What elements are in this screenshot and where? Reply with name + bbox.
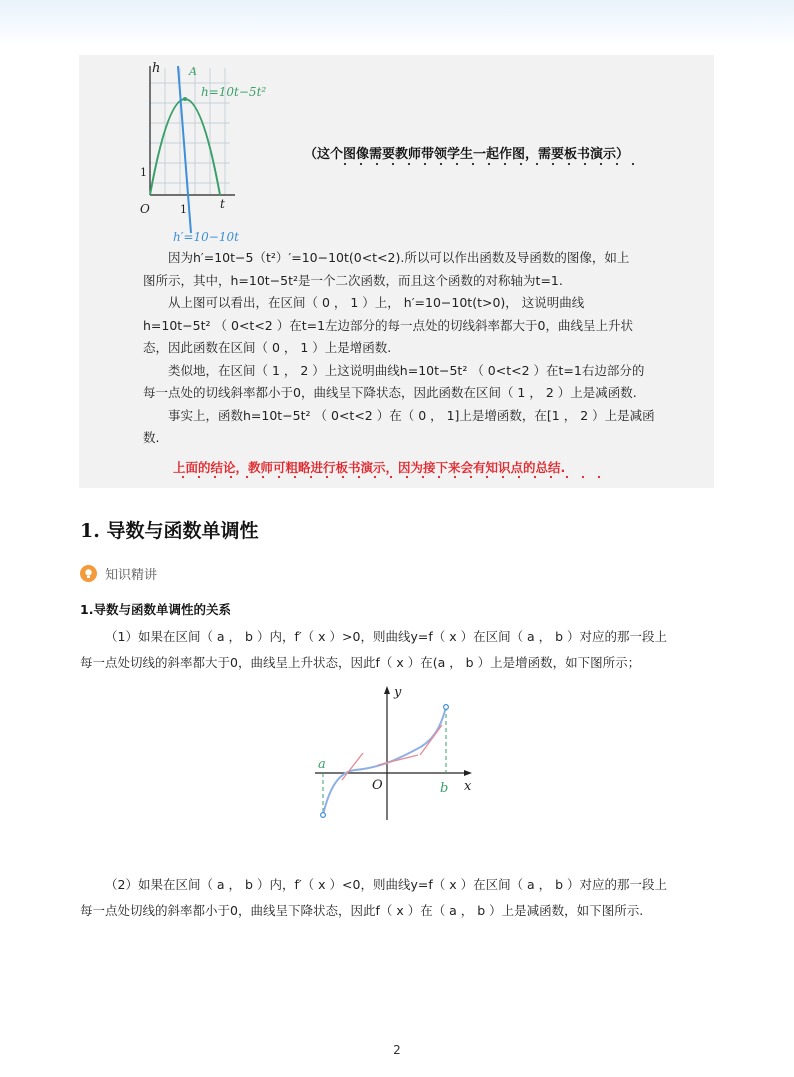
function-curve [323, 707, 449, 815]
vertex-point [183, 97, 187, 101]
teacher-note: （这个图像需要教师带领学生一起作图，需要板书演示） [304, 147, 630, 162]
line: 每一点处切线的斜率都小于0，曲线呈下降状态，因此f（ x ）在（ a ， b ）上是减函数，如下图所示. [80, 903, 644, 918]
line: 从上图可以看出，在区间（ 0 ， 1 ）上， h′=10−10t(t>0)， 这说明曲线 [168, 295, 585, 310]
label-x: x [464, 779, 472, 794]
red-note: 上面的结论，教师可粗略进行板书演示，因为接下来会有知识点的总结. [173, 460, 566, 475]
parabola-graph [140, 58, 290, 248]
tick-1-x: 1 [180, 203, 187, 216]
page-header-band [0, 0, 794, 46]
subsection-title: 1.导数与函数单调性的关系 [80, 602, 231, 617]
tangent-middle [378, 755, 418, 765]
tick-1-y: 1 [140, 166, 147, 179]
section-title: 1. 导数与函数单调性 [80, 520, 259, 542]
line: 每一点处切线的斜率都大于0，曲线呈上升状态，因此f（ x ）在(a ， b ）上是增函数，如下图所示； [80, 655, 641, 670]
label-A: A [189, 65, 197, 78]
note-emphasis-dots [337, 162, 637, 166]
tangent-left [342, 753, 363, 780]
knowledge-label: 知识精讲 [105, 567, 158, 583]
line: 每一点处的切线斜率都小于0，曲线呈下降状态，因此函数在区间（ 1 ， 2 ）上是减函数. [143, 385, 637, 400]
paragraph-increasing [80, 624, 720, 676]
label-O: O [140, 202, 150, 216]
line: （2）如果在区间（ a ， b ）内，f′（ x ）<0，则曲线y=f（ x ）在区间（ a ， b ）对应的那一段上 [105, 877, 668, 892]
x-arrow [464, 770, 472, 776]
page-number: 2 [393, 1043, 401, 1057]
label-b: b [440, 781, 449, 796]
curve-label: h=10t−5t² [201, 85, 267, 99]
paragraph-decreasing [80, 872, 720, 924]
label-O: O [372, 778, 383, 793]
example-text [143, 247, 698, 450]
label-y: y [394, 685, 402, 700]
line: h=10t−5t² （ 0<t<2 ）在t=1左边部分的每一点处的切线斜率都大于0，曲线呈上升状 [143, 317, 633, 333]
line: 数. [143, 430, 160, 445]
label-h: h [152, 61, 161, 76]
line: 图所示，其中，h=10t−5t²是一个二次函数，而且这个函数的对称轴为t=1. [143, 272, 563, 288]
derivative-label: h′=10−10t [173, 230, 239, 244]
knowledge-heading [80, 563, 157, 583]
line: 类似地，在区间（ 1 ， 2 ）上这说明曲线h=10t−5t² （ 0<t<2 ）在t=1右边部分的 [168, 362, 645, 378]
label-a: a [318, 757, 326, 772]
increasing-function-graph [300, 680, 500, 825]
label-t: t [220, 197, 225, 211]
line: 态，因此函数在区间（ 0 ， 1 ）上是增函数. [143, 340, 392, 355]
red-emphasis-dots [175, 475, 605, 479]
endpoint-b [444, 705, 449, 710]
line: 事实上，函数h=10t−5t² （ 0<t<2 ）在（ 0 ， 1]上是增函数，在[1 ， 2 ）上是减函 [168, 407, 655, 423]
tangent-right [420, 725, 442, 755]
y-arrow [384, 686, 390, 694]
endpoint-a [321, 813, 326, 818]
bulb-icon [80, 565, 97, 582]
line: （1）如果在区间（ a ， b ）内，f′（ x ）>0，则曲线y=f（ x ）在区间（ a ， b ）对应的那一段上 [105, 629, 668, 644]
line: 因为h′=10t−5（t²）′=10−10t(0<t<2).所以可以作出函数及导函数的图像，如上 [168, 250, 630, 265]
